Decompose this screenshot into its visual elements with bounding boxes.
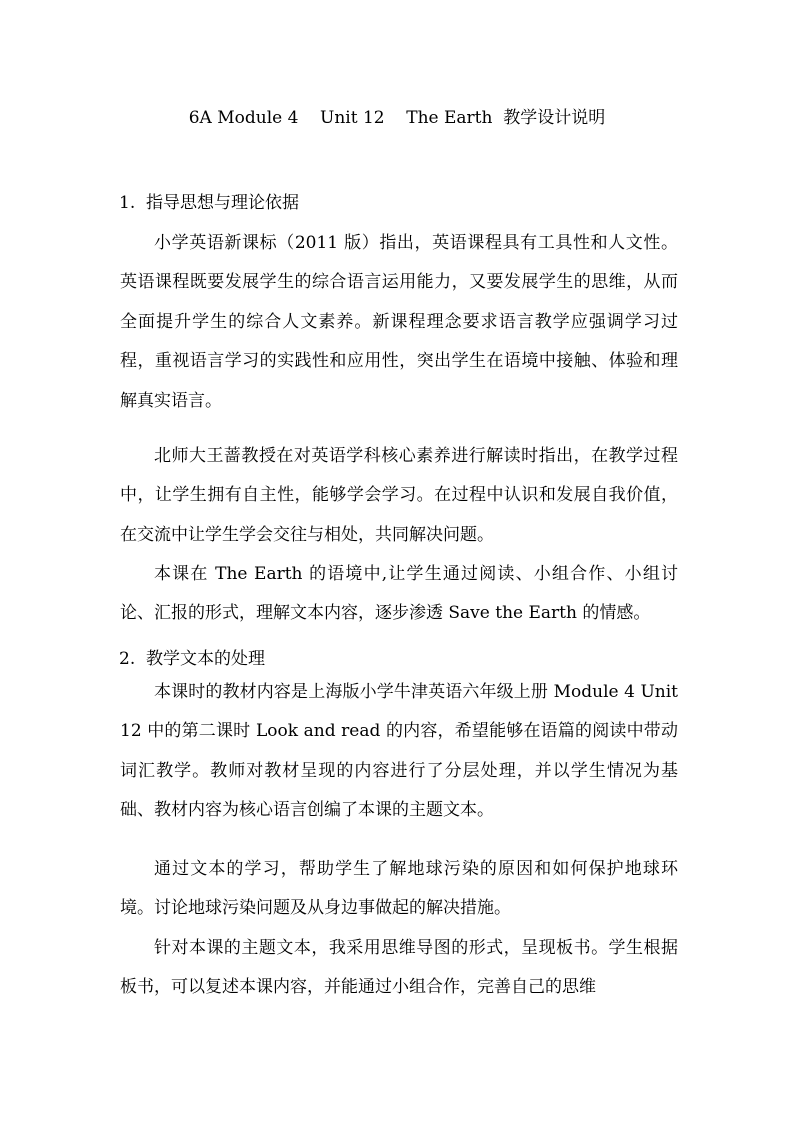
paragraph-4: 本课时的教材内容是上海版小学牛津英语六年级上册 Module 4 Unit 12 中的第二课时 Look and read 的内容，希望能够在语篇的阅读中带动词汇教学。教师对教材呈现的内容进行了分层处理，并以学生情况为基础、教材内容为核心语言创编了本课的主题文本。 — [120, 682, 678, 821]
document-title: 6A Module 4 Unit 12 The Earth 教学设计说明 — [188, 108, 606, 128]
section-heading-2: 2. 教学文本的处理 — [119, 649, 266, 669]
paragraph-1: 小学英语新课标（2011 版）指出，英语课程具有工具性和人文性。英语课程既要发展学生的综合语言运用能力，又要发展学生的思维，从而全面提升学生的综合人文素养。新课程理念要求语言教学应强调学习过程，重视语言学习的实践性和应用性，突出学生在语境中接触、体验和理解真实语言。 — [120, 233, 678, 411]
paragraph-3: 本课在 The Earth 的语境中,让学生通过阅读、小组合作、小组讨论、汇报的形式，理解文本内容，逐步渗透 Save the Earth 的情感。 — [120, 564, 678, 624]
paragraph-5: 通过文本的学习，帮助学生了解地球污染的原因和如何保护地球环境。讨论地球污染问题及从身边事做起的解决措施。 — [120, 859, 678, 919]
paragraph-6: 针对本课的主题文本，我采用思维导图的形式，呈现板书。学生根据板书，可以复述本课内容，并能通过小组合作，完善自己的思维 — [120, 938, 678, 998]
paragraph-2: 北师大王蔷教授在对英语学科核心素养进行解读时指出，在教学过程中，让学生拥有自主性，能够学会学习。在过程中认识和发展自我价值，在交流中让学生学会交往与相处，共同解决问题。 — [120, 446, 678, 545]
section-heading-1: 1. 指导思想与理论依据 — [119, 193, 300, 213]
